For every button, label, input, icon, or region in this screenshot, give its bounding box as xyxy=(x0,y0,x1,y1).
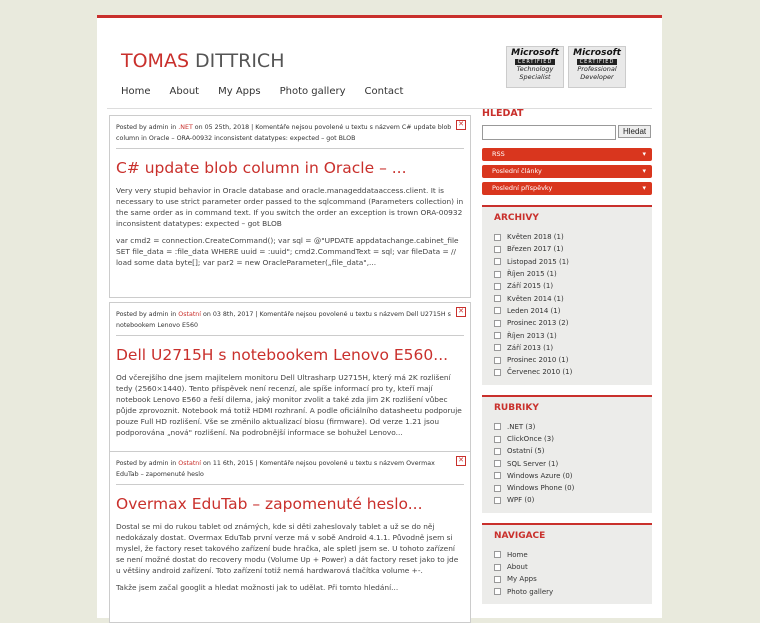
post-meta: Posted by admin in .NET on 05 25th, 2018 | Komentáře nejsou povolené u textu s názvem C# update blob column in Oracle – ORA-00932 inconsistent datatypes: expected – got BLOB ✕ xyxy=(110,116,470,144)
bullet-icon xyxy=(494,564,501,571)
close-icon[interactable]: ✕ xyxy=(456,120,466,130)
category-link[interactable]: Ostatní (5) xyxy=(494,445,644,457)
bullet-icon xyxy=(494,295,501,302)
navigation-heading: NAVIGACE xyxy=(494,530,546,541)
post-category-link[interactable]: Ostatní xyxy=(178,311,202,318)
archive-link[interactable]: Říjen 2013 (1) xyxy=(494,329,644,341)
bullet-icon xyxy=(494,283,501,290)
post-excerpt: Very very stupid behavior in Oracle database and oracle.manageddataaccess.client. It is necessary to use strict parameter order passed to the sqlcommand (Parameters collection) in the same order as in command text. If you switch the order an exception is trown ORA-00932 inconsistent datatypes: expected – got BLOB var cmd2 = connection.CreateCommand(); var sql = @"UPDATE appdatachange.cabinet_file SET file_data = :file_data WHERE uuid = :uuid"; cmd2.CommandText = sql; var fileData = // load some data byte[]; var par2 = new OracleParameter(„file_data",... xyxy=(116,186,464,267)
feed-latest-articles[interactable]: Poslední články ▾ xyxy=(482,165,652,178)
archive-heading: ARCHIVY xyxy=(494,213,539,223)
archive-link[interactable]: Září 2015 (1) xyxy=(494,280,644,292)
post-title[interactable]: Overmax EduTab – zapomenuté heslo... xyxy=(116,495,423,513)
bullet-icon xyxy=(494,576,501,583)
bullet-icon xyxy=(494,357,501,364)
bullet-icon xyxy=(494,551,501,558)
bullet-icon xyxy=(494,332,501,339)
post-excerpt: Od včerejšího dne jsem majitelem monitoru Dell Ultrasharp U2715H, který má 2K rozlišení tedy (2560×1440). Tento příspěvek není recenzí, ale spíše informací pro ty, kteří mají notebook Lenovo E560 a řeší dilema, jaký monitor zvolit a také zda jim 2K rozlišení vůbec půjde zprovoznit. Notebook má totiž HDMI rozhraní. A podle oficiálního datasheetu podporuje pouze Full HD rozlišení. Vše se změnilo aktualizací biosu (firmware). Od verze 1.21 jsou podporována „nová" rozlišení. Na podrobnější informace se bohužel Lenovo... xyxy=(116,373,462,437)
bullet-icon xyxy=(494,472,501,479)
category-link[interactable]: .NET (3) xyxy=(494,421,644,433)
navigation-link[interactable]: Home xyxy=(494,549,644,561)
bullet-icon xyxy=(494,423,501,430)
post-card xyxy=(109,115,471,298)
bullet-icon xyxy=(494,271,501,278)
post-category-link[interactable]: .NET xyxy=(178,124,193,131)
feed-latest-posts[interactable]: Poslední příspěvky ▾ xyxy=(482,182,652,195)
post-meta: Posted by admin in Ostatní on 11 6th, 2015 | Komentáře nejsou povolené u textu s názvem Overmax EduTab – zapomenuté heslo ✕ xyxy=(110,452,470,480)
bullet-icon xyxy=(494,320,501,327)
navigation-link[interactable]: About xyxy=(494,561,644,573)
search-heading: HLEDAT xyxy=(482,108,524,119)
bullet-icon xyxy=(494,460,501,467)
navigation-box xyxy=(482,523,652,604)
search-form xyxy=(482,125,652,140)
main-nav xyxy=(121,86,422,97)
archive-link[interactable]: Červenec 2010 (1) xyxy=(494,366,644,378)
category-link[interactable]: SQL Server (1) xyxy=(494,457,644,469)
archive-link[interactable]: Listopad 2015 (1) xyxy=(494,256,644,268)
search-button[interactable]: Hledat xyxy=(618,125,651,138)
bullet-icon xyxy=(494,588,501,595)
nav-my-apps[interactable]: My Apps xyxy=(218,86,261,97)
chevron-down-icon: ▾ xyxy=(642,150,646,158)
chevron-down-icon: ▾ xyxy=(642,167,646,175)
archive-link[interactable]: Březen 2017 (1) xyxy=(494,243,644,255)
archive-link[interactable]: Říjen 2015 (1) xyxy=(494,268,644,280)
bullet-icon xyxy=(494,436,501,443)
bullet-icon xyxy=(494,369,501,376)
bullet-icon xyxy=(494,234,501,241)
category-link[interactable]: Windows Azure (0) xyxy=(494,470,644,482)
post-card xyxy=(109,302,471,456)
category-link[interactable]: ClickOnce (3) xyxy=(494,433,644,445)
categories-heading: RUBRIKY xyxy=(494,402,539,413)
bullet-icon xyxy=(494,485,501,492)
archive-box xyxy=(482,205,652,385)
nav-home[interactable]: Home xyxy=(121,86,151,97)
close-icon[interactable]: ✕ xyxy=(456,456,466,466)
archive-link[interactable]: Květen 2018 (1) xyxy=(494,231,644,243)
nav-contact[interactable]: Contact xyxy=(364,86,404,97)
site-logo[interactable]: TOMAS DITTRICH xyxy=(121,50,285,72)
navigation-link[interactable]: Photo gallery xyxy=(494,586,644,598)
post-excerpt: Dostal se mi do rukou tablet od známých, kde si děti zaheslovaly tablet a už se do něj nedokázaly dostat. Overmax EduTab první verze má v sobě Android 4.1.1. Původně jsem si myslel, že factory reset takového zařízení bude hračka, ale spletl jsem se. U tohoto zařízení se není možné dostat do recovery modu (Volume Up + Power) a dát factory reset jako to jde u většiny android zařízení. Toto zařízení totiž nemá hardwarová tlačítka volume +-. Takže jsem začal googlit a hledat možnosti jak to udělat. Při tomto hledání... xyxy=(116,522,459,592)
bullet-icon xyxy=(494,344,501,351)
categories-box xyxy=(482,395,652,513)
archive-link[interactable]: Leden 2014 (1) xyxy=(494,305,644,317)
certification-badges xyxy=(506,46,626,88)
post-title[interactable]: Dell U2715H s notebookem Lenovo E560... xyxy=(116,346,449,364)
archive-link[interactable]: Prosinec 2010 (1) xyxy=(494,354,644,366)
category-link[interactable]: WPF (0) xyxy=(494,494,644,506)
bullet-icon xyxy=(494,448,501,455)
mcpd-badge: Microsoft CERTIFIED Professional Developer xyxy=(568,46,626,88)
archive-link[interactable]: Květen 2014 (1) xyxy=(494,292,644,304)
search-input[interactable] xyxy=(482,125,616,140)
archive-link[interactable]: Prosinec 2013 (2) xyxy=(494,317,644,329)
archive-link[interactable]: Září 2013 (1) xyxy=(494,342,644,354)
bullet-icon xyxy=(494,307,501,314)
nav-about[interactable]: About xyxy=(169,86,200,97)
bullet-icon xyxy=(494,246,501,253)
feed-rss[interactable]: RSS ▾ xyxy=(482,148,652,161)
post-meta: Posted by admin in Ostatní on 03 8th, 2017 | Komentáře nejsou povolené u textu s názvem Dell U2715H s notebookem Lenovo E560 ✕ xyxy=(110,303,470,331)
sidebar xyxy=(482,108,652,604)
nav-photo-gallery[interactable]: Photo gallery xyxy=(279,86,346,97)
bullet-icon xyxy=(494,258,501,265)
close-icon[interactable]: ✕ xyxy=(456,307,466,317)
post-category-link[interactable]: Ostatní xyxy=(178,460,202,467)
mcts-badge: Microsoft CERTIFIED Technology Specialist xyxy=(506,46,564,88)
post-title[interactable]: C# update blob column in Oracle – ... xyxy=(116,159,407,177)
page-container xyxy=(97,15,662,618)
navigation-link[interactable]: My Apps xyxy=(494,573,644,585)
chevron-down-icon: ▾ xyxy=(642,184,646,192)
post-card xyxy=(109,451,471,623)
category-link[interactable]: Windows Phone (0) xyxy=(494,482,644,494)
bullet-icon xyxy=(494,497,501,504)
